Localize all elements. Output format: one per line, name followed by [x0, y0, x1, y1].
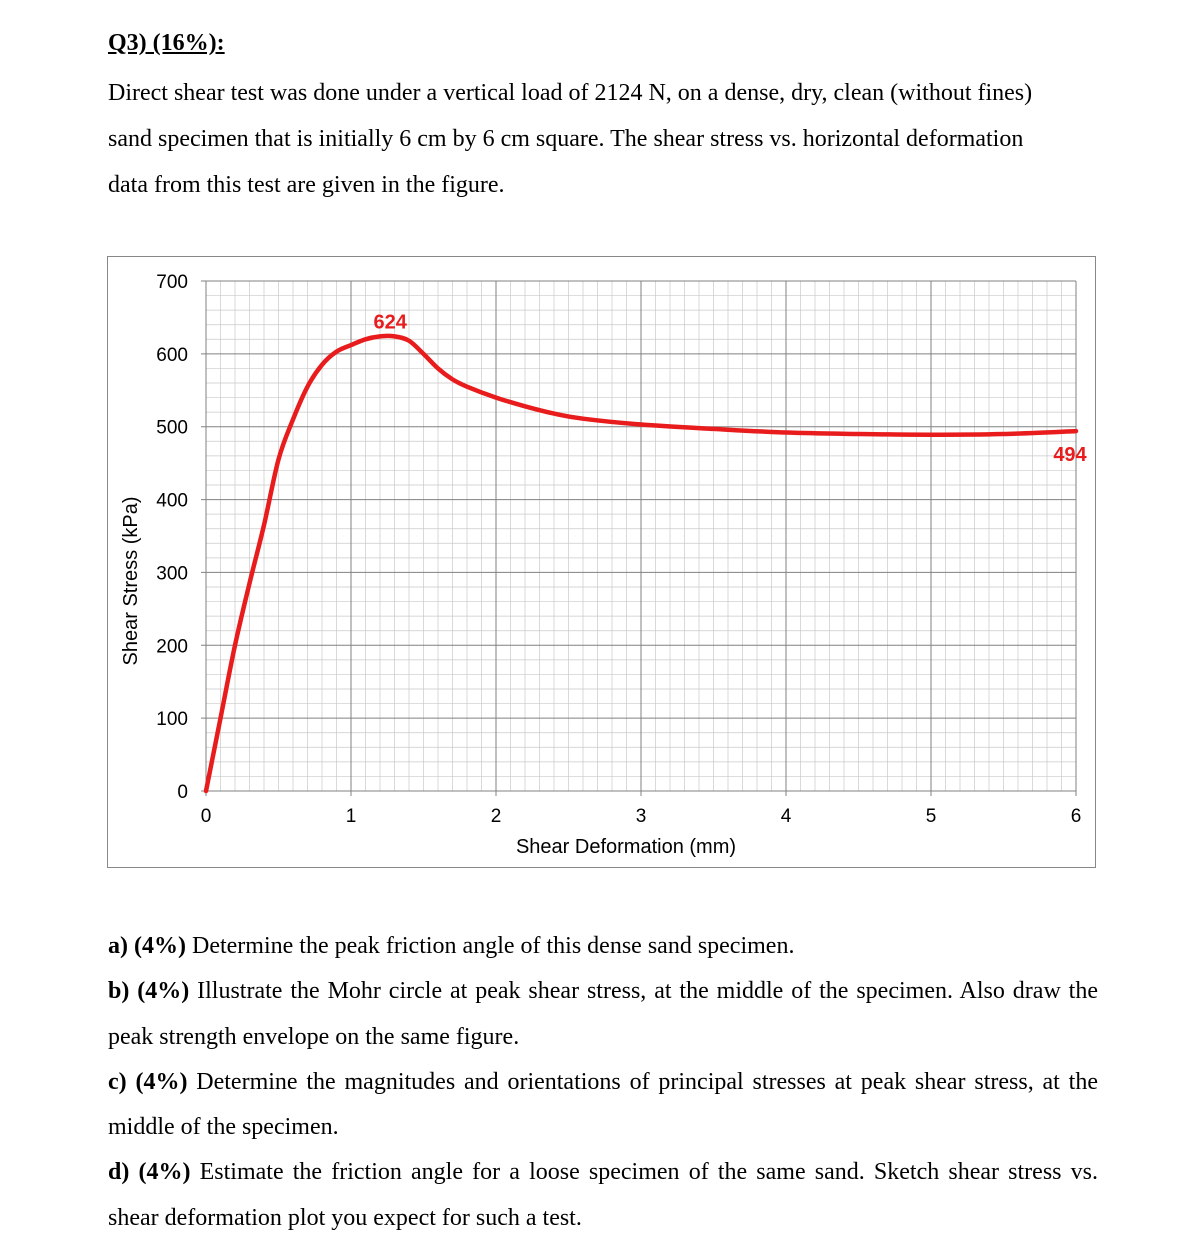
intro-line: Direct shear test was done under a vertical load of 2124 N, on a dense, dry, clean (without fines) — [108, 80, 1033, 106]
residual-value-label: 494 — [1053, 444, 1087, 467]
x-axis-label: Shear Deformation (mm) — [515, 836, 737, 858]
part-text: Determine the magnitudes and orientations of principal stresses at peak shear stress, at the middle of the specimen. — [108, 1068, 1098, 1141]
question-parts — [108, 924, 1098, 1241]
shear-stress-chart — [108, 257, 1095, 867]
intro-line: sand specimen that is initially 6 cm by 6 cm square. The shear stress vs. horizontal deformation — [108, 126, 1024, 152]
intro-line: data from this test are given in the figure. — [108, 172, 505, 198]
y-tick-label: 700 — [156, 272, 188, 293]
y-tick-label: 300 — [156, 563, 188, 585]
part-text: Estimate the friction angle for a loose specimen of the same sand. Sketch shear stress vs. shear deformation plot you expect for such a test. — [108, 1159, 1098, 1231]
x-tick-label: 4 — [780, 806, 792, 827]
chart-frame — [107, 256, 1096, 868]
y-tick-label: 100 — [156, 709, 188, 731]
question-part-a — [108, 924, 1098, 969]
x-tick-label: 6 — [1070, 806, 1082, 827]
question-part-b — [108, 969, 1098, 1060]
y-axis-label: Shear Stress (kPa) — [120, 496, 142, 666]
part-label: c) (4%) — [108, 1068, 188, 1095]
question-part-d — [108, 1150, 1098, 1241]
y-tick-label: 600 — [156, 344, 188, 366]
question-part-c — [108, 1060, 1098, 1151]
part-label: a) (4%) — [108, 933, 186, 959]
peak-value-label: 624 — [373, 311, 407, 334]
question-intro — [108, 70, 1100, 208]
x-tick-label: 0 — [200, 806, 212, 827]
x-tick-label: 2 — [490, 806, 502, 827]
part-text: Illustrate the Mohr circle at peak shear stress, at the middle of the specimen. Also draw the peak strength envelope on the same figure. — [108, 978, 1098, 1050]
question-title: Q3) (16%): — [108, 30, 225, 56]
y-tick-label: 500 — [156, 417, 188, 439]
part-label: d) (4%) — [108, 1159, 191, 1186]
part-text: Determine the peak friction angle of this dense sand specimen. — [185, 933, 795, 959]
y-tick-label: 400 — [156, 490, 188, 512]
part-label: b) (4%) — [108, 978, 190, 1005]
x-tick-label: 5 — [925, 806, 937, 827]
x-tick-label: 1 — [345, 806, 357, 827]
y-tick-label: 0 — [177, 782, 188, 803]
y-tick-label: 200 — [156, 636, 188, 658]
x-tick-label: 3 — [635, 806, 647, 827]
